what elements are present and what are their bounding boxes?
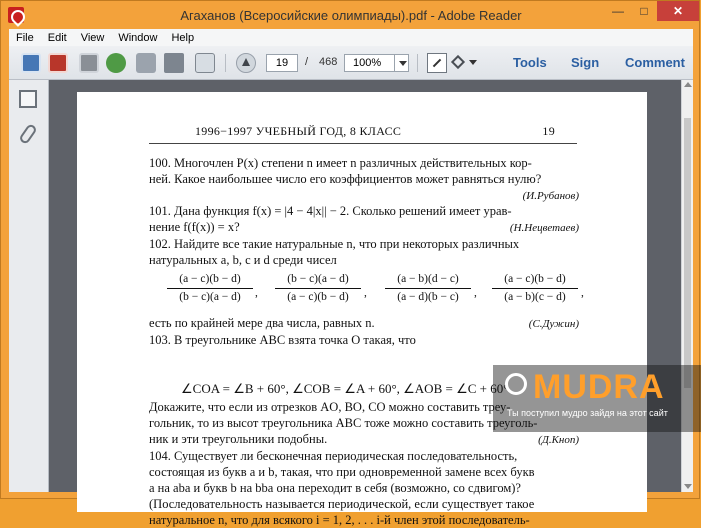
previous-page-icon[interactable] <box>236 53 256 73</box>
problem-102-line-2: натуральных a, b, c и d среди чисел <box>149 253 337 267</box>
problem-100-line-2: ней. Какое наибольшее число его коэффициентов может равняться нулю? <box>149 172 542 186</box>
running-header <box>195 124 555 139</box>
problem-104-line-3: a на aba и букв b на bba она переходит в себя (возможно, со сдвигом)? <box>149 481 521 495</box>
page-number-input[interactable] <box>266 54 298 72</box>
watermark-tagline: Ты поступил мудро зайдя на этот сайт <box>507 408 668 418</box>
fraction-list: (a − c)(b − d) (b − c)(a − d) , (b − c)(a − d) (a − c)(b − d) , (a − b)(d − c) (a − d)(b − c) , (a − c)(b − d) (a − b)(c − d) , <box>167 272 577 314</box>
fraction-bar <box>167 288 253 289</box>
problem-100-author: (И.Рубанов) <box>522 190 579 202</box>
problem-104-line-5: натуральное n, что для всякого i = 1, 2, . . . i-й член этой последователь- <box>149 513 530 527</box>
edit-document-icon[interactable] <box>79 53 99 73</box>
scroll-up-icon[interactable] <box>684 82 692 87</box>
pdf-page <box>77 92 647 527</box>
problem-102-author: (С.Дужин) <box>528 318 579 330</box>
header-rule <box>149 143 577 144</box>
maximize-button[interactable]: □ <box>640 4 648 18</box>
fraction-2-numerator: (b − c)(a − d) <box>287 273 349 285</box>
fraction-3-numerator: (a − b)(d − c) <box>397 273 459 285</box>
page-thumbnails-icon[interactable] <box>19 90 37 108</box>
problem-101-line-2: нение f(f(x)) = x? <box>149 220 240 234</box>
problem-104-line-1: 104. Существует ли бесконечная периодическая последовательность, <box>149 449 518 463</box>
scroll-down-icon[interactable] <box>684 484 692 489</box>
menu-file[interactable]: File <box>16 31 34 44</box>
page-content <box>77 92 647 527</box>
problem-104-line-2: состоящая из букв a и b, такая, что при одновременной замене всех букв <box>149 465 535 479</box>
problem-102-line-3: есть по крайней мере два числа, равных n. <box>149 316 375 330</box>
window-title: Агаханов (Всеросийские олимпиады).pdf - Adobe Reader <box>180 8 522 23</box>
fraction-1-denominator: (b − c)(a − d) <box>179 291 241 303</box>
tools-button[interactable]: Tools <box>513 55 547 70</box>
fraction-bar <box>492 288 578 289</box>
zoom-select[interactable]: 100% <box>344 54 409 72</box>
sign-button[interactable]: Sign <box>571 55 600 70</box>
title-bar <box>1 1 701 29</box>
problem-103-line-4: ник и эти треугольники подобны. <box>149 432 328 446</box>
menu-bar <box>9 29 693 46</box>
mode-dropdown-icon[interactable] <box>469 60 477 65</box>
save-icon[interactable] <box>136 53 156 73</box>
problem-104-line-4: (Последовательность называется периодической, если существует такое <box>149 497 535 511</box>
star-logo-icon <box>505 373 527 395</box>
toolbar <box>9 46 693 80</box>
page-separator: / <box>305 56 309 68</box>
fraction-4-denominator: (a − b)(c − d) <box>504 291 566 303</box>
fraction-4-numerator: (a − c)(b − d) <box>504 273 566 285</box>
menu-view[interactable]: View <box>80 31 105 44</box>
fit-page-icon[interactable] <box>427 53 447 73</box>
navigation-pane <box>9 80 49 492</box>
menu-window[interactable]: Window <box>118 31 158 44</box>
menu-edit[interactable]: Edit <box>47 31 67 44</box>
problem-101-line-1: 101. Дана функция f(x) = |4 − 4|x|| − 2. Сколько решений имеет урав- <box>149 204 512 218</box>
watermark <box>493 365 701 432</box>
zoom-dropdown-icon[interactable] <box>394 54 409 72</box>
fraction-2 <box>275 272 361 305</box>
problem-103-line-2: Докажите, что если из отрезков AO, BO, CO можно составить треу- <box>149 400 511 414</box>
print-icon[interactable] <box>164 53 184 73</box>
create-pdf-icon[interactable] <box>48 53 68 73</box>
toolbar-divider <box>225 54 226 72</box>
comment-button[interactable]: Comment <box>625 55 685 70</box>
attachments-icon[interactable] <box>18 123 38 145</box>
header-title: 1996−1997 УЧЕБНЫЙ ГОД, 8 КЛАСС <box>195 124 402 138</box>
page-total: 468 <box>319 56 338 68</box>
problem-100-line-1: 100. Многочлен P(x) степени n имеет n различных действительных кор- <box>149 156 532 170</box>
fraction-4 <box>492 272 578 305</box>
open-file-icon[interactable] <box>21 53 41 73</box>
reading-mode-icon[interactable] <box>451 55 465 69</box>
watermark-brand: MUDRA <box>533 368 665 406</box>
fraction-bar <box>275 288 361 289</box>
problem-103-equation: ∠COA = ∠B + 60°, ∠COB = ∠A + 60°, ∠AOB = ∠C + 60°. <box>181 381 512 396</box>
scroll-thumb[interactable] <box>684 118 691 388</box>
problem-102-line-1: 102. Найдите все такие натуральные n, что при некоторых различных <box>149 237 520 251</box>
header-page-number: 19 <box>542 124 555 138</box>
toolbar-divider <box>417 54 418 72</box>
email-icon[interactable] <box>195 53 215 73</box>
fraction-3 <box>385 272 471 305</box>
fraction-bar <box>385 288 471 289</box>
problem-101-author: (Н.Нецветаев) <box>509 222 579 234</box>
problem-103-line-3: гольник, то из высот треугольника ABC тоже можно составить треуголь- <box>149 416 538 430</box>
close-button[interactable]: ✕ <box>657 1 699 21</box>
fraction-1-numerator: (a − c)(b − d) <box>179 273 241 285</box>
upload-cloud-icon[interactable] <box>106 53 126 73</box>
problem-103-author: (Д.Кноп) <box>538 434 579 446</box>
menu-help[interactable]: Help <box>171 31 195 44</box>
fraction-3-denominator: (a − d)(b − c) <box>397 291 459 303</box>
fraction-1 <box>167 272 253 305</box>
fraction-2-denominator: (a − c)(b − d) <box>287 291 349 303</box>
minimize-button[interactable]: — <box>612 4 624 18</box>
problem-103-line-1: 103. В треугольнике ABC взята точка O такая, что <box>149 333 416 347</box>
